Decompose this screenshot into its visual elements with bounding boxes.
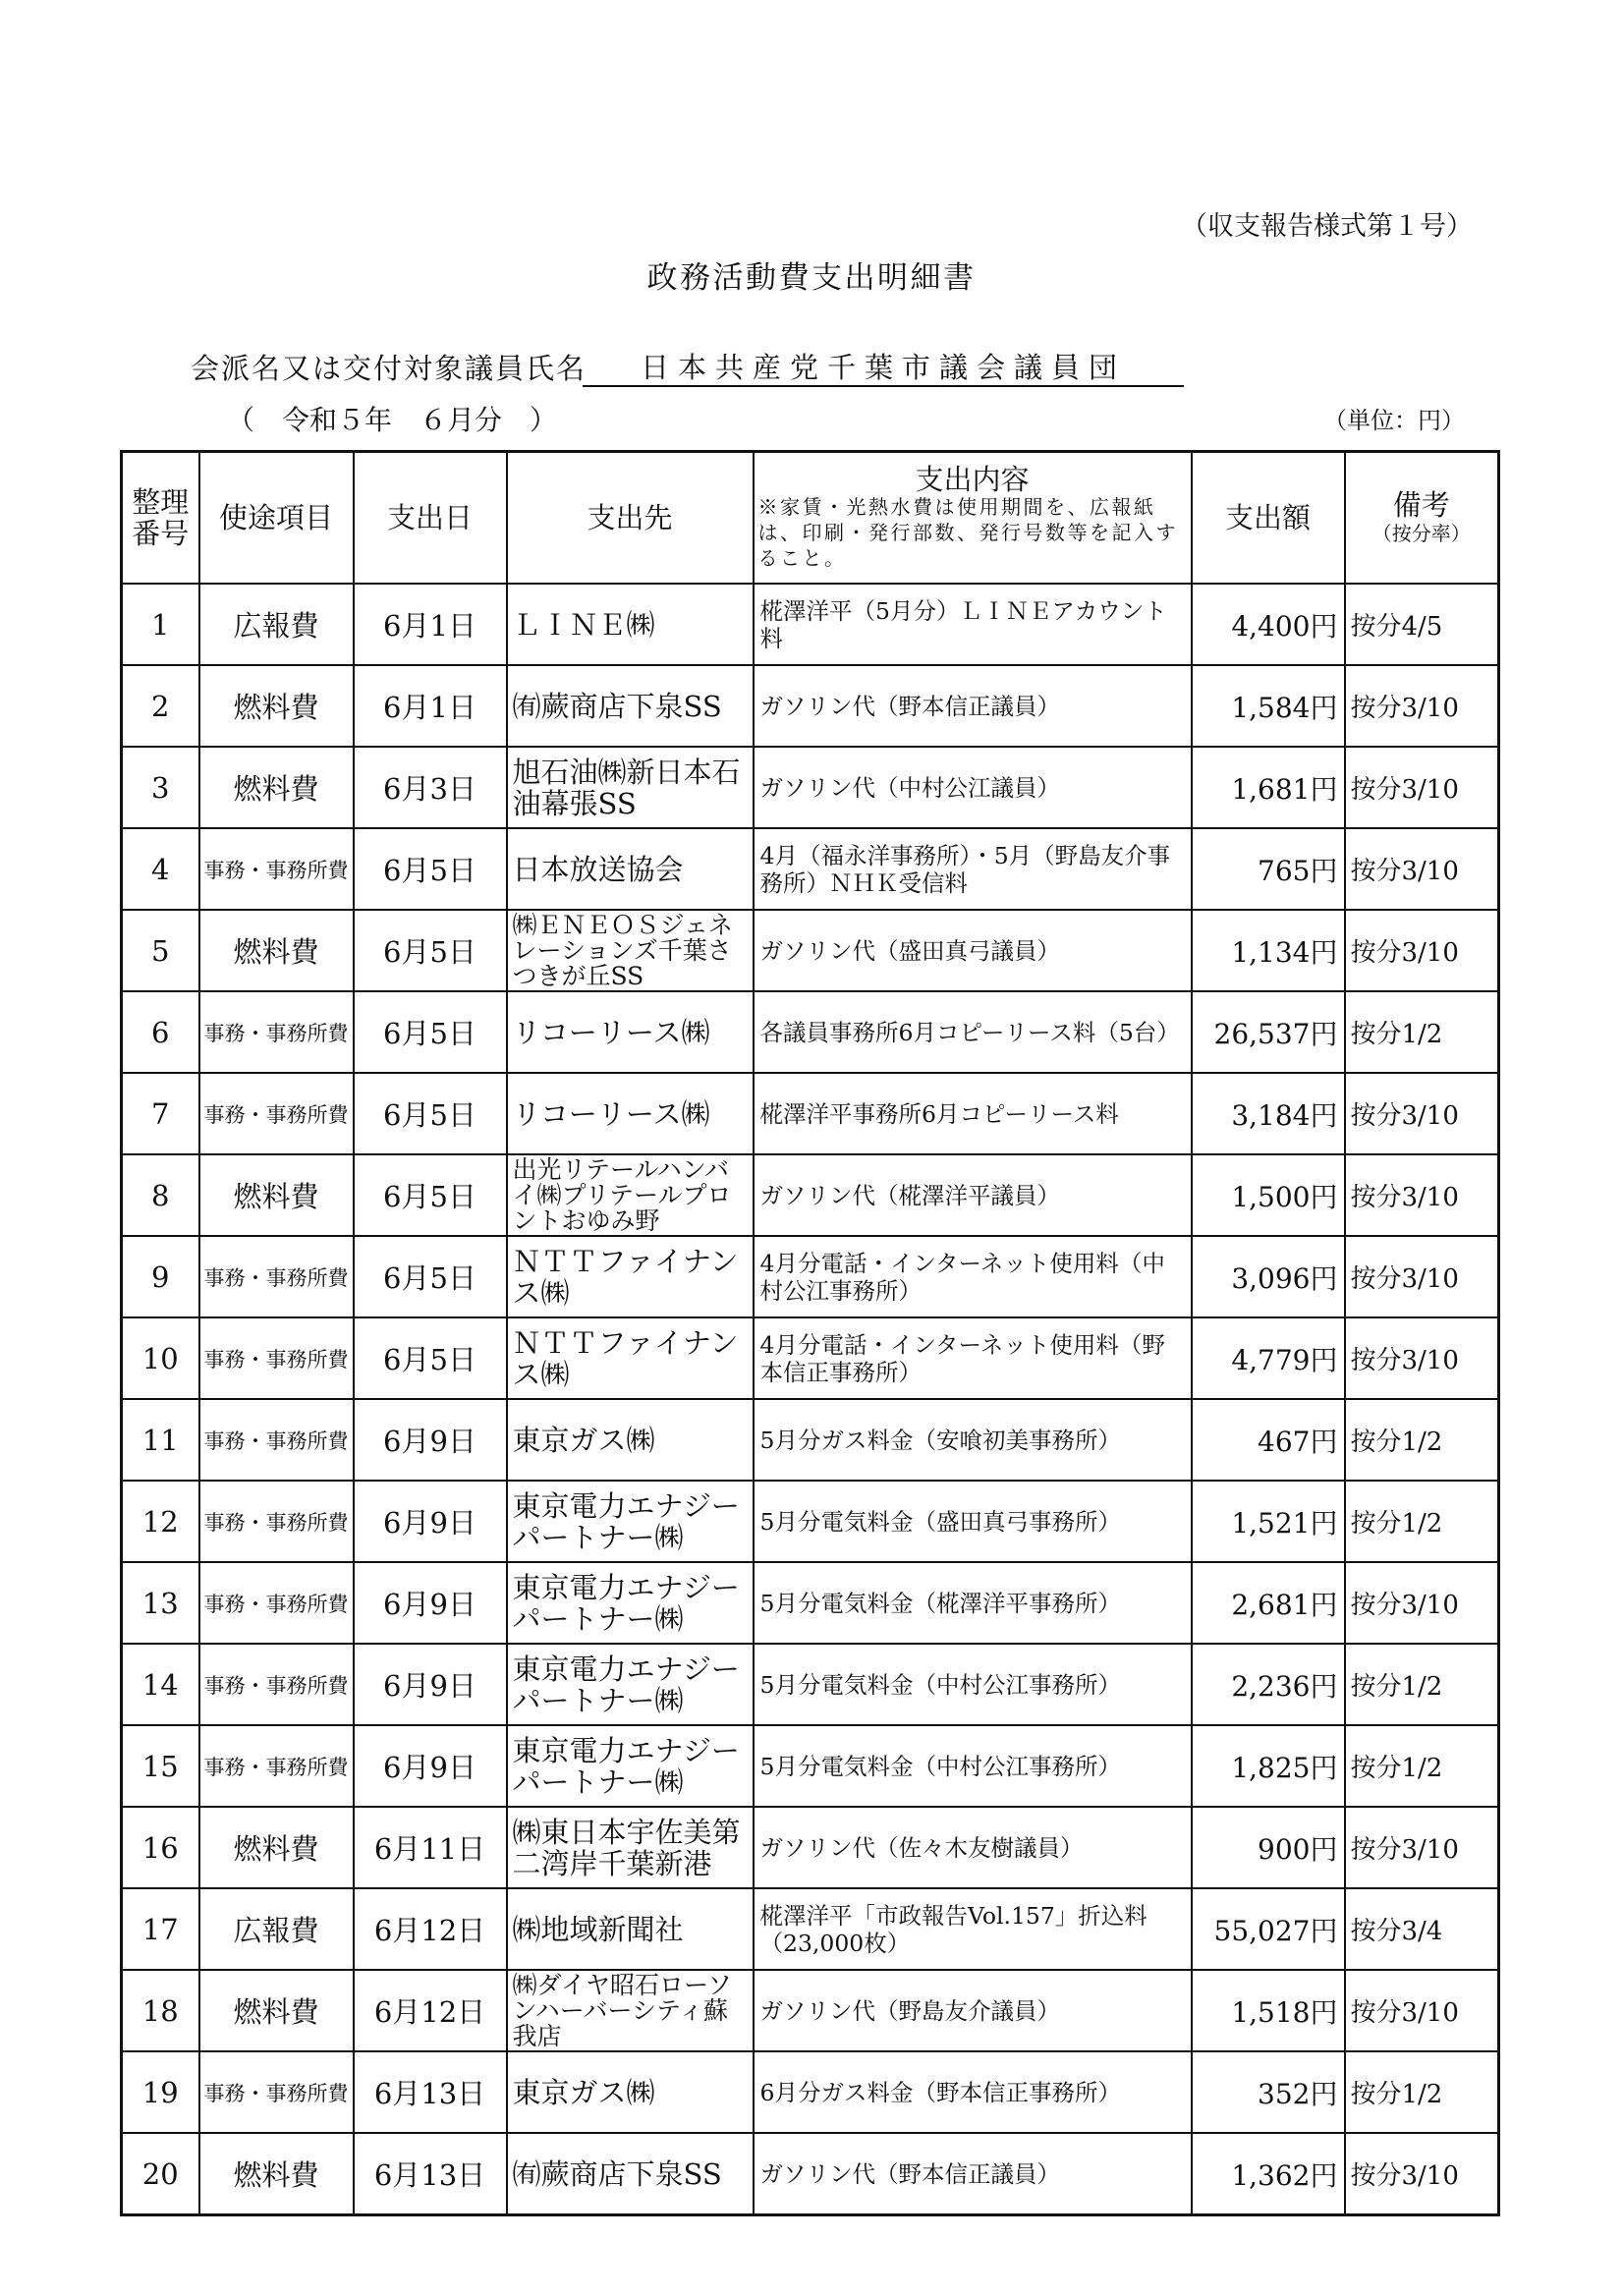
row-number-cell: 11 [122,1399,199,1481]
row-payee-cell: 旭石油㈱新日本石油幕張SS [507,747,754,828]
row-payee-cell: ＮＴＴファイナンス㈱ [507,1236,754,1317]
row-number-cell: 20 [122,2133,199,2215]
row-payee-cell: 東京電力エナジーパートナー㈱ [507,1644,754,1725]
row-remarks-cell: 按分1/2 [1345,991,1499,1073]
row-remarks-cell: 按分3/10 [1345,1317,1499,1399]
row-amount-cell: 1,584円 [1192,665,1345,747]
table-row [122,1562,1499,1644]
remarks-header-subtitle: （按分率） [1371,522,1471,545]
row-date-cell: 6月9日 [354,1481,507,1562]
content-header-note: ※家賃・光熱水費は使用期間を、広報紙は、印刷・発行部数、発行号数等を記入すること。 [757,495,1178,570]
group-name-label: 会派名又は交付対象議員氏名 [191,352,588,385]
column-header-date: 支出日 [354,452,507,585]
row-payee-cell: ㈲蕨商店下泉SS [507,2133,754,2215]
group-name-value: 日本共産党千葉市議会議員団 [583,350,1184,387]
row-date-cell: 6月1日 [354,584,507,665]
row-content-cell: 6月分ガス料金（野本信正事務所） [754,2051,1192,2133]
column-header-category: 使途項目 [199,452,354,585]
row-content-cell: ガソリン代（野本信正議員） [754,2133,1192,2215]
row-date-cell: 6月5日 [354,1154,507,1236]
row-remarks-cell: 按分1/2 [1345,1399,1499,1481]
row-remarks-cell: 按分3/10 [1345,1073,1499,1154]
row-amount-cell: 1,518円 [1192,1970,1345,2051]
row-date-cell: 6月9日 [354,1644,507,1725]
row-category-cell: 広報費 [199,1888,354,1970]
row-category-cell: 事務・事務所費 [199,1562,354,1644]
row-payee-cell: 東京ガス㈱ [507,2051,754,2133]
form-number-label: （収支報告様式第１号） [1181,211,1473,242]
row-category-cell: 事務・事務所費 [199,1317,354,1399]
row-amount-cell: 1,521円 [1192,1481,1345,1562]
row-remarks-cell: 按分3/10 [1345,2133,1499,2215]
table-row [122,1317,1499,1399]
row-category-cell: 事務・事務所費 [199,1073,354,1154]
row-content-cell: 5月分電気料金（椛澤洋平事務所） [754,1562,1192,1644]
row-amount-cell: 467円 [1192,1399,1345,1481]
row-amount-cell: 1,362円 [1192,2133,1345,2215]
row-amount-cell: 900円 [1192,1807,1345,1888]
table-row [122,910,1499,991]
remarks-header-title: 備考 [1392,488,1450,522]
row-number-cell: 12 [122,1481,199,1562]
column-header-number: 整理番号 [122,452,199,585]
row-amount-cell: 55,027円 [1192,1888,1345,1970]
row-payee-cell: ＬＩＮＥ㈱ [507,584,754,665]
table-row [122,2133,1499,2215]
table-row [122,1154,1499,1236]
document-title: 政務活動費支出明細書 [646,260,977,296]
row-content-cell: 5月分ガス料金（安喰初美事務所） [754,1399,1192,1481]
row-content-cell: 4月分電話・インターネット使用料（中村公江事務所） [754,1236,1192,1317]
row-number-cell: 4 [122,828,199,910]
row-amount-cell: 765円 [1192,828,1345,910]
row-date-cell: 6月5日 [354,1073,507,1154]
row-date-cell: 6月5日 [354,828,507,910]
column-header-content [754,452,1192,585]
row-number-cell: 2 [122,665,199,747]
row-number-cell: 14 [122,1644,199,1725]
row-category-cell: 燃料費 [199,1807,354,1888]
row-payee-cell: リコーリース㈱ [507,1073,754,1154]
row-remarks-cell: 按分3/10 [1345,1236,1499,1317]
row-amount-cell: 3,096円 [1192,1236,1345,1317]
row-number-cell: 1 [122,584,199,665]
row-amount-cell: 352円 [1192,2051,1345,2133]
row-content-cell: ガソリン代（椛澤洋平議員） [754,1154,1192,1236]
row-content-cell: ガソリン代（盛田真弓議員） [754,910,1192,991]
row-number-cell: 5 [122,910,199,991]
row-payee-cell: 出光リテールハンバイ㈱プリテールプロントおゆみ野 [507,1154,754,1236]
table-row [122,828,1499,910]
row-payee-cell: ㈱東日本宇佐美第二湾岸千葉新港 [507,1807,754,1888]
row-number-cell: 18 [122,1970,199,2051]
row-category-cell: 事務・事務所費 [199,2051,354,2133]
row-payee-cell: 東京ガス㈱ [507,1399,754,1481]
row-date-cell: 6月12日 [354,1970,507,2051]
row-remarks-cell: 按分3/10 [1345,1562,1499,1644]
row-content-cell: 椛澤洋平事務所6月コピーリース料 [754,1073,1192,1154]
row-number-cell: 6 [122,991,199,1073]
row-payee-cell: 東京電力エナジーパートナー㈱ [507,1562,754,1644]
row-date-cell: 6月13日 [354,2051,507,2133]
table-row [122,1481,1499,1562]
row-amount-cell: 1,681円 [1192,747,1345,828]
row-number-cell: 8 [122,1154,199,1236]
row-date-cell: 6月1日 [354,665,507,747]
row-payee-cell: 東京電力エナジーパートナー㈱ [507,1725,754,1807]
row-number-cell: 16 [122,1807,199,1888]
content-header-title: 支出内容 [915,463,1030,496]
row-number-cell: 17 [122,1888,199,1970]
row-category-cell: 燃料費 [199,1154,354,1236]
row-remarks-cell: 按分3/10 [1345,665,1499,747]
row-remarks-cell: 按分3/10 [1345,1970,1499,2051]
row-payee-cell: 日本放送協会 [507,828,754,910]
row-date-cell: 6月5日 [354,991,507,1073]
table-row [122,1807,1499,1888]
row-remarks-cell: 按分3/10 [1345,747,1499,828]
row-content-cell: ガソリン代（佐々木友樹議員） [754,1807,1192,1888]
column-header-remarks [1345,452,1499,585]
row-category-cell: 燃料費 [199,2133,354,2215]
row-remarks-cell: 按分1/2 [1345,1644,1499,1725]
table-row [122,747,1499,828]
row-payee-cell: ㈱ＥＮＥＯＳジェネレーションズ千葉さつきが丘SS [507,910,754,991]
row-content-cell: 4月分電話・インターネット使用料（野本信正事務所） [754,1317,1192,1399]
table-row [122,1644,1499,1725]
column-header-payee: 支出先 [507,452,754,585]
table-header-row [122,452,1499,585]
row-category-cell: 事務・事務所費 [199,1236,354,1317]
row-date-cell: 6月9日 [354,1562,507,1644]
row-number-cell: 13 [122,1562,199,1644]
row-amount-cell: 4,400円 [1192,584,1345,665]
table-row [122,2051,1499,2133]
row-date-cell: 6月3日 [354,747,507,828]
row-remarks-cell: 按分4/5 [1345,584,1499,665]
row-payee-cell: ㈱地域新聞社 [507,1888,754,1970]
row-amount-cell: 3,184円 [1192,1073,1345,1154]
row-payee-cell: 東京電力エナジーパートナー㈱ [507,1481,754,1562]
row-content-cell: ガソリン代（野本信正議員） [754,665,1192,747]
table-row [122,1073,1499,1154]
reporting-period: （ 令和５年 ６月分 ） [227,404,558,436]
table-row [122,584,1499,665]
row-payee-cell: ＮＴＴファイナンス㈱ [507,1317,754,1399]
row-remarks-cell: 按分1/2 [1345,2051,1499,2133]
table-row [122,1236,1499,1317]
table-row [122,665,1499,747]
row-number-cell: 9 [122,1236,199,1317]
row-category-cell: 事務・事務所費 [199,1481,354,1562]
row-category-cell: 燃料費 [199,1970,354,2051]
row-payee-cell: リコーリース㈱ [507,991,754,1073]
row-date-cell: 6月5日 [354,1236,507,1317]
expenditure-table [120,450,1500,2216]
row-date-cell: 6月11日 [354,1807,507,1888]
row-category-cell: 事務・事務所費 [199,1644,354,1725]
row-payee-cell: ㈲蕨商店下泉SS [507,665,754,747]
table-row [122,991,1499,1073]
table-row [122,1970,1499,2051]
row-category-cell: 事務・事務所費 [199,991,354,1073]
row-date-cell: 6月9日 [354,1399,507,1481]
table-body [122,584,1499,2215]
row-content-cell: 5月分電気料金（中村公江事務所） [754,1725,1192,1807]
row-amount-cell: 26,537円 [1192,991,1345,1073]
row-category-cell: 事務・事務所費 [199,1399,354,1481]
row-content-cell: 各議員事務所6月コピーリース料（5台） [754,991,1192,1073]
row-remarks-cell: 按分3/10 [1345,1154,1499,1236]
row-date-cell: 6月9日 [354,1725,507,1807]
row-remarks-cell: 按分3/10 [1345,910,1499,991]
row-content-cell: 5月分電気料金（盛田真弓事務所） [754,1481,1192,1562]
row-number-cell: 3 [122,747,199,828]
row-date-cell: 6月5日 [354,1317,507,1399]
row-content-cell: 5月分電気料金（中村公江事務所） [754,1644,1192,1725]
column-header-amount: 支出額 [1192,452,1345,585]
row-date-cell: 6月5日 [354,910,507,991]
row-category-cell: 燃料費 [199,665,354,747]
table-row [122,1725,1499,1807]
row-amount-cell: 4,779円 [1192,1317,1345,1399]
row-amount-cell: 2,236円 [1192,1644,1345,1725]
row-payee-cell: ㈱ダイヤ昭石ローソンハーバーシティ蘇我店 [507,1970,754,2051]
row-remarks-cell: 按分3/10 [1345,828,1499,910]
row-number-cell: 10 [122,1317,199,1399]
row-category-cell: 事務・事務所費 [199,828,354,910]
row-content-cell: 椛澤洋平（5月分）ＬＩＮＥアカウント料 [754,584,1192,665]
row-date-cell: 6月13日 [354,2133,507,2215]
table-row [122,1888,1499,1970]
row-amount-cell: 1,825円 [1192,1725,1345,1807]
row-category-cell: 燃料費 [199,910,354,991]
table-row [122,1399,1499,1481]
row-content-cell: ガソリン代（野島友介議員） [754,1970,1192,2051]
row-remarks-cell: 按分3/4 [1345,1888,1499,1970]
row-category-cell: 事務・事務所費 [199,1725,354,1807]
row-remarks-cell: 按分1/2 [1345,1481,1499,1562]
row-number-cell: 15 [122,1725,199,1807]
currency-unit-label: （単位：円） [1323,407,1465,434]
row-content-cell: 4月（福永洋事務所）・5月（野島友介事務所）ＮＨＫ受信料 [754,828,1192,910]
row-amount-cell: 2,681円 [1192,1562,1345,1644]
row-amount-cell: 1,134円 [1192,910,1345,991]
row-remarks-cell: 按分3/10 [1345,1807,1499,1888]
row-category-cell: 広報費 [199,584,354,665]
row-remarks-cell: 按分1/2 [1345,1725,1499,1807]
row-amount-cell: 1,500円 [1192,1154,1345,1236]
row-content-cell: 椛澤洋平「市政報告Vol.157」折込料（23,000枚） [754,1888,1192,1970]
row-number-cell: 7 [122,1073,199,1154]
row-content-cell: ガソリン代（中村公江議員） [754,747,1192,828]
row-category-cell: 燃料費 [199,747,354,828]
row-date-cell: 6月12日 [354,1888,507,1970]
row-number-cell: 19 [122,2051,199,2133]
